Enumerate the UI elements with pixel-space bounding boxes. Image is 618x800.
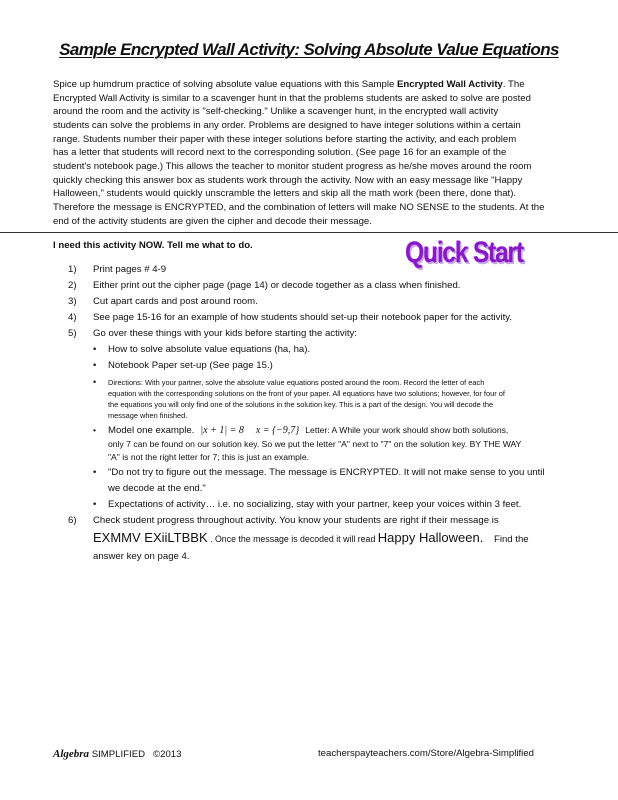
section-divider (0, 232, 618, 233)
step-number: 2) (68, 280, 77, 291)
bullet-line: Directions: With your partner, solve the absolute value equations posted around the room. Record the letter of each (108, 378, 485, 387)
bullet-text: Model one example. (108, 425, 195, 436)
intro-line: Halloween," students would quickly unscramble the letters and skip all the math work (been there, done that). (53, 188, 517, 200)
steps-list (53, 262, 573, 565)
intro-line: Therefore the message is ENCRYPTED, and the combination of letters will make NO SENSE to the students. At the (53, 201, 545, 213)
copyright: SIMPLIFIED ©2013 (89, 749, 182, 760)
bullet-item (53, 465, 573, 497)
step-text: Print pages # 4-9 (93, 264, 167, 275)
bullet-text: How to solve absolute value equations (ha, ha). (108, 344, 311, 355)
bullet-text: Letter: A While your work should show both solutions, (305, 425, 509, 435)
step-text: Either print out the cipher page (page 14) or decode together as a class when finished. (93, 280, 461, 291)
step-text: Check student progress throughout activity. You know your students are right if their message is (93, 514, 499, 526)
bullet-line: message when finished. (108, 411, 188, 420)
step-number: 6) (68, 514, 77, 526)
intro-line: around the room and the activity is "self-checking." Unlike a scavenger hunt, in the encrypted wall activity (53, 106, 499, 118)
step-item (53, 513, 573, 565)
intro-paragraph (53, 78, 573, 228)
bullet-line: "Do not try to figure out the message. The message is ENCRYPTED. It will not make sense to you until (108, 466, 545, 478)
intro-line: students can solve the problems in any order. Problems are designed to have integer solutions within a certain (53, 119, 521, 131)
intro-line: Encrypted Wall Activity is similar to a scavenger hunt in that the problems students are asked to solve are posted (53, 92, 531, 104)
bullet-item (53, 374, 573, 424)
step-number: 1) (68, 264, 77, 275)
bullet-item (53, 424, 573, 465)
step-number: 4) (68, 312, 77, 323)
bullet-icon: • (93, 360, 97, 371)
step-text: answer key on page 4. (93, 550, 190, 562)
brand-logo: Algebra (53, 748, 90, 760)
quick-start-badge: Quick Start (405, 236, 523, 269)
page-title: Sample Encrypted Wall Activity: Solving Absolute Value Equations (59, 40, 559, 59)
step-item (53, 310, 573, 326)
bullet-item (53, 497, 573, 513)
intro-line: quickly checking this answer box as students work through the activity. Now with an easy message like "Happy (53, 174, 523, 186)
bullet-line: "A" is not the right letter for 7; this is just an example. (108, 452, 309, 462)
bullet-icon: • (93, 377, 97, 387)
bullet-icon: • (93, 425, 97, 435)
intro-text: Spice up humdrum practice of solving absolute value equations with this Sample (53, 79, 397, 90)
bullet-text: Expectations of activity… i.e. no socializing, stay with your partner, keep your voices within 3 feet. (108, 498, 522, 510)
step-item (53, 294, 573, 310)
step-text: . Once the message is decoded it will read (207, 533, 378, 544)
section-heading: I need this activity NOW. Tell me what to do. (53, 240, 253, 251)
bullet-line: we decode at the end." (108, 482, 206, 494)
bullet-line: the equations you will only find one of the solutions in the solution key. This is a part of the design. You will decode the (108, 400, 494, 409)
bullet-icon: • (93, 344, 97, 355)
bullet-line: only 7 can be found on our solution key. So we put the letter "A" next to "7" on the solution key. BY THE WAY (108, 438, 522, 449)
intro-text: . The (502, 79, 525, 90)
step-number: 3) (68, 296, 77, 307)
intro-line: end of the activity students are given the cipher and decode their message. (53, 215, 372, 227)
step-item (53, 262, 573, 278)
footer-brand (53, 748, 181, 760)
bullet-item (53, 342, 573, 358)
bullet-item (53, 358, 573, 374)
step-number: 5) (68, 328, 77, 339)
bullet-line: equation with the corresponding solutions on the front of your paper. All equations have two solutions; however, for four of (108, 389, 505, 398)
decoded-message: Happy Halloween. (377, 529, 484, 545)
step-text: Find the (483, 533, 529, 545)
intro-line (53, 78, 573, 92)
step-item (53, 278, 573, 294)
step-item (53, 326, 573, 342)
intro-line: has a letter that students will record next to the corresponding solution. (See page 16 for an example of the (53, 147, 507, 159)
bullet-icon: • (93, 466, 97, 478)
encrypted-message: EXMMV EXiiLTBBK (93, 529, 208, 545)
step-text: See page 15-16 for an example of how students should set-up their notebook paper for the activity. (93, 312, 513, 323)
intro-bold: Encrypted Wall Activity (396, 79, 503, 90)
step-text: Cut apart cards and post around room. (93, 296, 258, 307)
solution: x = {−9,7} (255, 425, 300, 436)
bullet-text: Notebook Paper set-up (See page 15.) (108, 360, 273, 371)
equation: |x + 1| = 8 (200, 425, 244, 436)
intro-line: range. Students number their paper with these integer solutions before starting the activity, and each problem (53, 133, 517, 145)
bullet-icon: • (93, 498, 97, 510)
footer-url: teacherspayteachers.com/Store/Algebra-Simplified (318, 748, 534, 759)
step-text: Go over these things with your kids before starting the activity: (93, 328, 357, 339)
intro-line: student's notebook page.) This allows the teacher to monitor student progress as he/she moves around the room (53, 160, 532, 172)
